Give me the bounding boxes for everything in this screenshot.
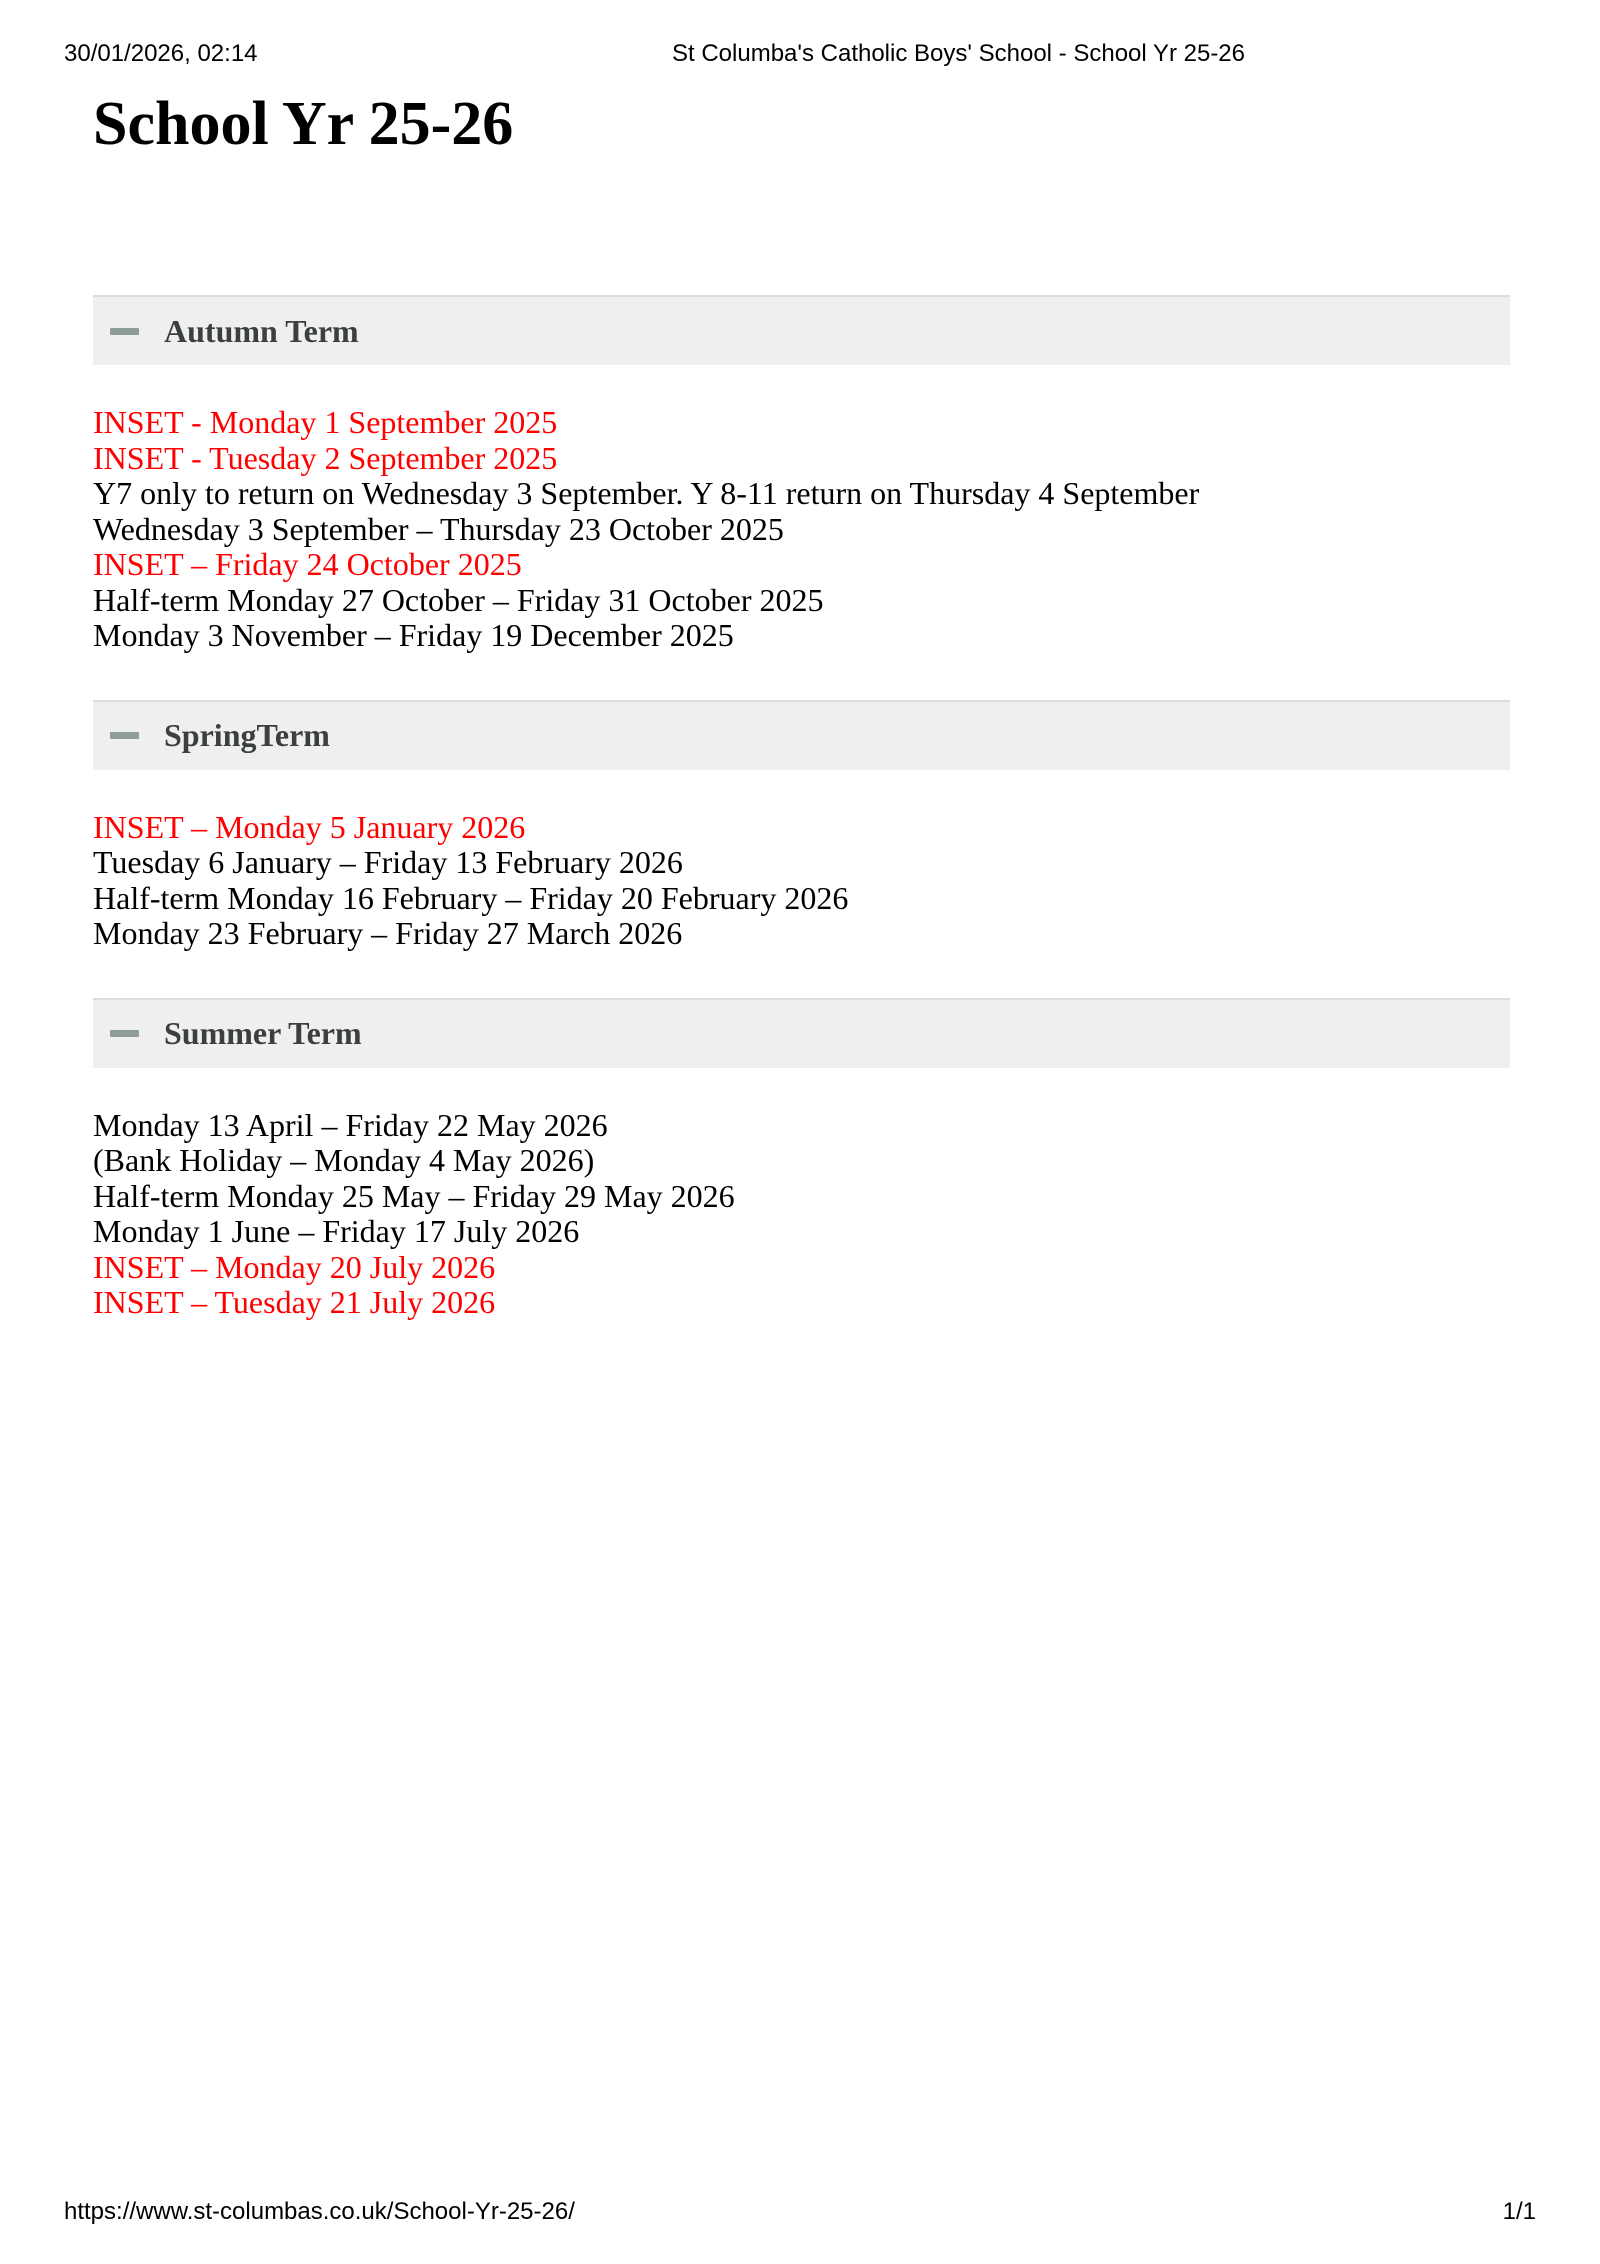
- section-title: SpringTerm: [164, 717, 330, 753]
- inset-date-line: INSET – Monday 20 July 2026: [93, 1248, 496, 1285]
- term-date-line: Monday 3 November – Friday 19 December 2025: [93, 617, 734, 653]
- section-header-bar: [93, 700, 1510, 770]
- minus-icon: [110, 328, 139, 335]
- inset-date-line: INSET – Monday 5 January 2026: [93, 808, 526, 845]
- print-header-datetime: 30/01/2026, 02:14: [64, 40, 258, 67]
- print-footer-url: https://www.st-columbas.co.uk/School-Yr-25-26/: [64, 2198, 575, 2225]
- term-date-line: Half-term Monday 16 February – Friday 20 February 2026: [93, 879, 849, 916]
- section-header-bar: [93, 998, 1510, 1068]
- term-date-line: (Bank Holiday – Monday 4 May 2026): [93, 1142, 595, 1178]
- term-section: [93, 295, 1510, 654]
- print-header-title: St Columba's Catholic Boys' School - School Yr 25-26: [672, 40, 1245, 67]
- section-body: [93, 405, 1510, 654]
- inset-date-line: INSET – Tuesday 21 July 2026: [93, 1284, 496, 1320]
- section-title: Autumn Term: [164, 312, 359, 349]
- term-date-line: Tuesday 6 January – Friday 13 February 2026: [93, 844, 683, 880]
- term-date-line: Monday 23 February – Friday 27 March 2026: [93, 915, 683, 951]
- inset-date-line: INSET - Monday 1 September 2025: [93, 404, 558, 440]
- inset-date-line: INSET – Friday 24 October 2025: [93, 546, 522, 582]
- page-title: School Yr 25-26: [93, 90, 514, 158]
- term-section: [93, 998, 1510, 1321]
- minus-icon: [110, 732, 139, 739]
- term-date-line: Y7 only to return on Wednesday 3 September. Y 8-11 return on Thursday 4 September: [93, 475, 1200, 511]
- section-body: [93, 1108, 1510, 1321]
- page-content: [93, 0, 1510, 1367]
- section-title: Summer Term: [164, 1015, 362, 1051]
- term-sections: [93, 295, 1510, 1321]
- term-section: [93, 700, 1510, 952]
- inset-date-line: INSET - Tuesday 2 September 2025: [93, 439, 558, 476]
- minus-icon: [110, 1030, 139, 1037]
- print-footer-page-indicator: 1/1: [1502, 2198, 1536, 2225]
- term-date-line: Half-term Monday 25 May – Friday 29 May 2026: [93, 1177, 735, 1214]
- section-header-bar: [93, 295, 1510, 365]
- term-date-line: Monday 13 April – Friday 22 May 2026: [93, 1106, 608, 1143]
- section-body: [93, 810, 1510, 952]
- term-date-line: Wednesday 3 September – Thursday 23 October 2025: [93, 510, 784, 547]
- term-date-line: Monday 1 June – Friday 17 July 2026: [93, 1213, 580, 1249]
- term-date-line: Half-term Monday 27 October – Friday 31 October 2025: [93, 581, 824, 618]
